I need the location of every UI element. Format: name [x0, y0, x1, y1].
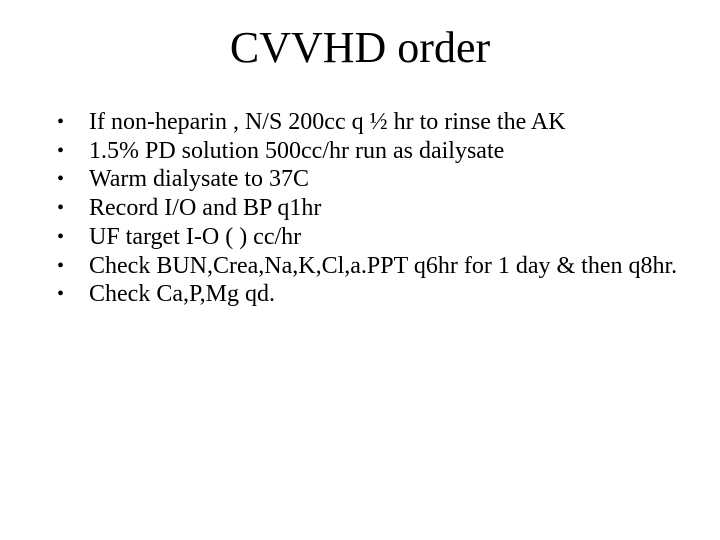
bullet-text: Check Ca,P,Mg qd. [89, 281, 275, 308]
bullet-item [57, 194, 697, 223]
bullet-icon: • [57, 197, 65, 220]
bullet-text: If non-heparin , N/S 200cc q ½ hr to rinse the AK [89, 109, 566, 135]
slide-title: CVVHD order [229, 23, 491, 72]
bullet-item [57, 252, 697, 281]
bullet-text: 1.5% PD solution 500cc/hr run as dailysate [89, 137, 505, 164]
bullet-icon: • [57, 139, 65, 162]
bullet-icon: • [57, 283, 65, 306]
bullet-icon: • [57, 168, 65, 191]
bullet-list [57, 108, 697, 309]
bullet-item [57, 223, 697, 252]
bullet-icon: • [57, 254, 65, 277]
bullet-item [57, 280, 697, 309]
bullet-item [57, 165, 697, 194]
bullet-item [57, 137, 697, 166]
bullet-icon: • [57, 111, 65, 133]
bullet-icon: • [57, 225, 65, 248]
bullet-item [57, 108, 697, 137]
bullet-text: Record I/O and BP q1hr [89, 195, 322, 222]
bullet-text: Warm dialysate to 37C [89, 166, 310, 193]
bullet-text: UF target I-O ( ) cc/hr [89, 223, 302, 250]
bullet-text: Check BUN,Crea,Na,K,Cl,a.PPT q6hr for 1 day & then q8hr. [89, 252, 678, 279]
